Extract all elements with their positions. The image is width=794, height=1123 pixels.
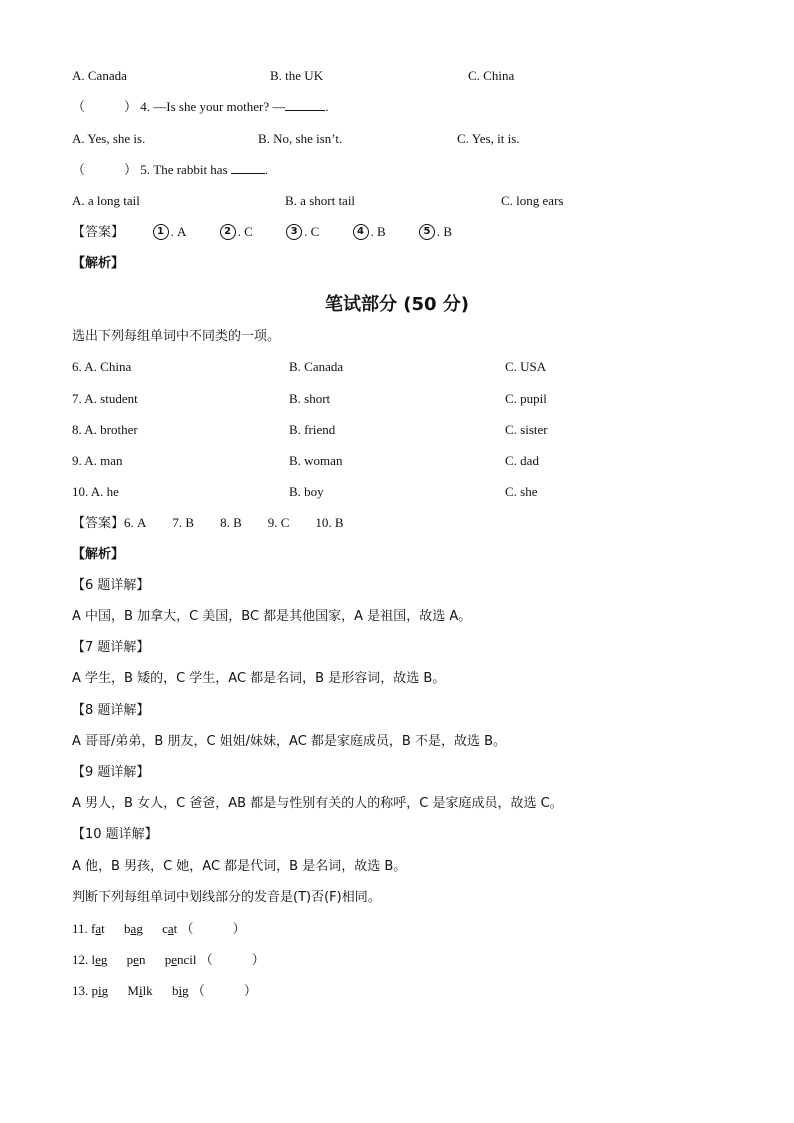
q5-option-a: A. a long tail bbox=[72, 193, 140, 208]
answer-item: 5 . B bbox=[419, 224, 452, 239]
detail-body: A 他，B 男孩，C 她，AC 都是代词，B 是名词，故选 B。 bbox=[72, 859, 407, 874]
question-option-b: B. friend bbox=[289, 422, 336, 437]
detail-body: A 男人，B 女人，C 爸爸，AB 都是与性别有关的人的称呼，C 是家庭成员，故选 C。 bbox=[72, 796, 563, 811]
answer-paren: （ ） bbox=[191, 984, 257, 999]
answer-paren: （ ） bbox=[199, 953, 265, 968]
answer-item: 3 . C bbox=[286, 224, 319, 239]
question-4-end: . bbox=[325, 99, 329, 114]
q5-option-c: C. long ears bbox=[501, 193, 564, 208]
answer-item: 2 . C bbox=[220, 224, 253, 239]
q4-option-a: A. Yes, she is. bbox=[72, 131, 146, 146]
q4-option-b: B. No, she isn’t. bbox=[258, 131, 343, 146]
q5-option-b: B. a short tail bbox=[285, 193, 356, 208]
detail-body: A 学生，B 矮的，C 学生，AC 都是名词，B 是形容词，故选 B。 bbox=[72, 671, 446, 686]
detail-title: 【7 题详解】 bbox=[72, 640, 150, 655]
answer-label: 【答案】 bbox=[72, 516, 125, 531]
question-4-text: 4. —Is she your mother? — bbox=[140, 99, 286, 114]
question-number: 11. bbox=[72, 921, 88, 936]
answer-key-1 bbox=[72, 222, 452, 242]
answer-paren: （ ） bbox=[72, 163, 138, 178]
answer-label: 【答案】 bbox=[72, 225, 125, 240]
answer-blank bbox=[231, 161, 265, 174]
part1-instruction: 选出下列每组单词中不同类的一项。 bbox=[72, 329, 281, 344]
question-option-c: C. pupil bbox=[505, 391, 547, 406]
question-option-c: C. sister bbox=[505, 422, 548, 437]
q4-option-c: C. Yes, it is. bbox=[457, 131, 520, 146]
question-option-b: B. short bbox=[289, 391, 331, 406]
question-option-c: C. dad bbox=[505, 453, 539, 468]
question-option-b: B. Canada bbox=[289, 359, 344, 374]
question-option-a: 6. A. China bbox=[72, 359, 132, 374]
question-option-b: B. boy bbox=[289, 484, 324, 499]
detail-title: 【9 题详解】 bbox=[72, 765, 150, 780]
word: Milk bbox=[127, 983, 153, 998]
question-5-text: 5. The rabbit has bbox=[140, 162, 231, 177]
q3-option-c: C. China bbox=[468, 68, 515, 83]
word: pig bbox=[91, 983, 109, 998]
question-option-a: 9. A. man bbox=[72, 453, 123, 468]
question-12 bbox=[72, 950, 265, 970]
answer-item: 7. B bbox=[172, 515, 195, 530]
answer-item: 8. B bbox=[220, 515, 242, 530]
word: pen bbox=[126, 952, 146, 967]
answer-item: 4 . B bbox=[353, 224, 386, 239]
word: cat bbox=[162, 921, 178, 936]
analysis-label: 【解析】 bbox=[72, 547, 125, 562]
answer-key-2 bbox=[72, 513, 344, 533]
detail-body: A 中国，B 加拿大，C 美国，BC 都是其他国家，A 是祖国，故选 A。 bbox=[72, 609, 472, 624]
part2-instruction: 判断下列每组单词中划线部分的发音是(T)否(F)相同。 bbox=[72, 890, 381, 905]
answer-paren: （ ） bbox=[72, 100, 138, 115]
section-title: 笔试部分 (50 分) bbox=[324, 294, 470, 315]
answer-item: 9. C bbox=[267, 515, 290, 530]
question-option-c: C. USA bbox=[505, 359, 547, 374]
question-4 bbox=[72, 97, 329, 117]
question-option-c: C. she bbox=[505, 484, 538, 499]
analysis-label: 【解析】 bbox=[72, 256, 125, 271]
answer-item: 1 . A bbox=[153, 224, 187, 239]
question-5-end: . bbox=[264, 162, 269, 177]
question-5 bbox=[72, 160, 268, 180]
detail-title: 【8 题详解】 bbox=[72, 703, 150, 718]
answer-item: 10. B bbox=[315, 515, 344, 530]
detail-title: 【10 题详解】 bbox=[72, 827, 158, 842]
answer-blank bbox=[285, 98, 325, 111]
q3-option-b: B. the UK bbox=[270, 68, 324, 83]
detail-body: A 哥哥/弟弟，B 朋友，C 姐姐/妹妹，AC 都是家庭成员，B 不是，故选 B。 bbox=[72, 734, 507, 749]
q3-option-a: A. Canada bbox=[72, 68, 127, 83]
question-option-a: 8. A. brother bbox=[72, 422, 138, 437]
answer-item: 6. A bbox=[124, 515, 147, 530]
question-number: 12. bbox=[72, 952, 89, 967]
question-11 bbox=[72, 919, 246, 939]
detail-title: 【6 题详解】 bbox=[72, 578, 150, 593]
question-number: 13. bbox=[72, 983, 89, 998]
question-13 bbox=[72, 981, 257, 1001]
question-option-a: 10. A. he bbox=[72, 484, 119, 499]
question-option-b: B. woman bbox=[289, 453, 343, 468]
word: big bbox=[171, 983, 189, 998]
answer-paren: （ ） bbox=[180, 922, 246, 937]
word: leg bbox=[91, 952, 108, 967]
word: bag bbox=[124, 921, 143, 936]
question-option-a: 7. A. student bbox=[72, 391, 138, 406]
word: pencil bbox=[164, 952, 197, 967]
word: fat bbox=[91, 921, 105, 936]
